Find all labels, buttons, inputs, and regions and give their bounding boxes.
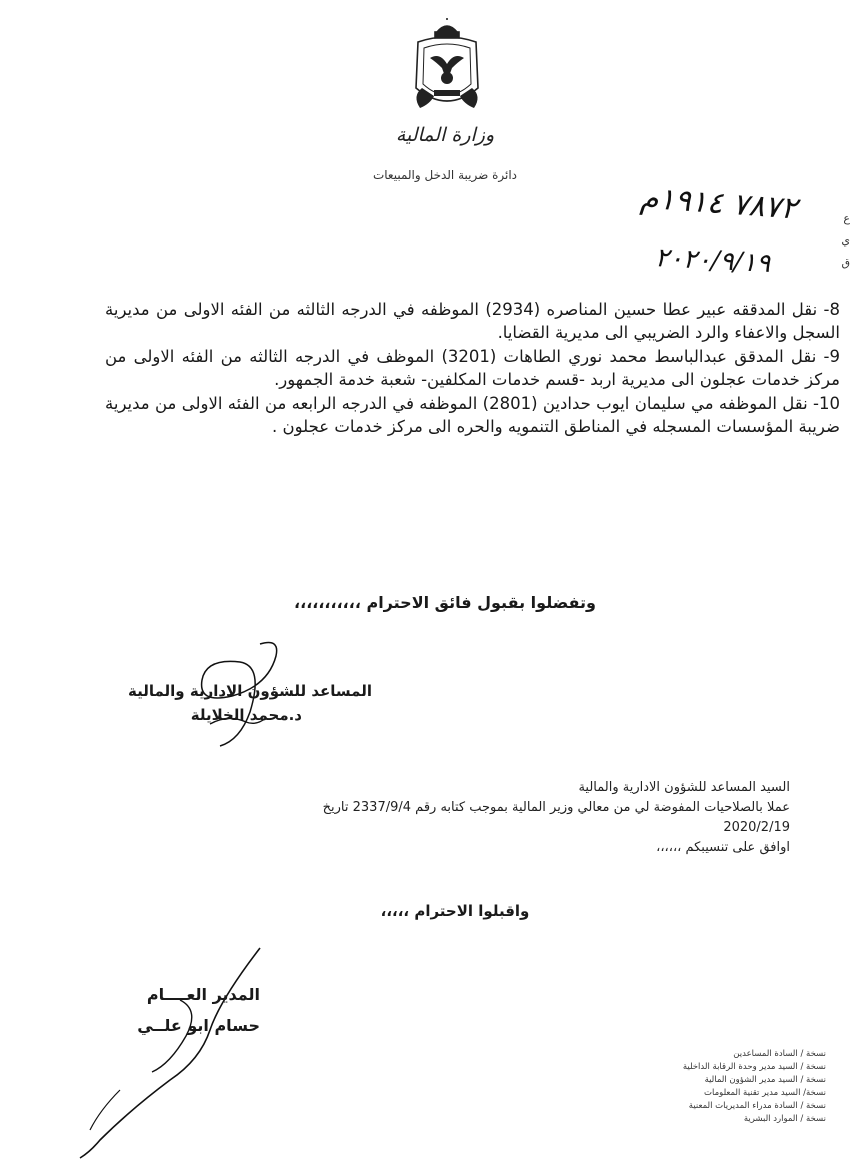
- royal-emblem-icon: [404, 18, 490, 118]
- margin-marks: [828, 208, 850, 274]
- letter-body: [105, 298, 840, 438]
- signatory-2-title: المدير العــــام: [146, 985, 260, 1004]
- handwritten-reference-number: ٧٨٧٢ ١٩١٤م: [638, 180, 799, 227]
- approval-authority: عملا بالصلاحيات المفوضة لي من معالي وزير المالية بموجب كتابه رقم 2337/9/4 تاريخ: [322, 800, 790, 815]
- approval-consent: اوافق على تنسيبكم ،،،،،،: [656, 840, 790, 855]
- margin-mark: ي: [841, 234, 850, 247]
- closing-salutation-2: واقبلوا الاحترام ،،،،،: [380, 902, 530, 920]
- signatory-1-title: المساعد للشؤون الادارية والمالية: [127, 682, 372, 700]
- copies-list: [600, 1048, 826, 1126]
- copy-item: نسخة / السيد مدير الشؤون المالية: [704, 1075, 826, 1085]
- margin-mark: ع: [843, 212, 850, 225]
- copy-item: نسخة / السادة مدراء المديريات المعنية: [688, 1101, 826, 1111]
- department-name: دائرة ضريبة الدخل والمبيعات: [372, 168, 518, 182]
- signature-2-icon: [60, 940, 270, 1160]
- transfer-item-8: 8- نقل المدققه عبير عطا حسين المناصره (2934) الموظفه في الدرجه الثالثه من الفئه الاولى من مديرية السجل والاعفاء والرد الضريبي الى مديرية القضايا.: [105, 300, 841, 343]
- approval-note: [100, 778, 790, 858]
- transfer-item-9: 9- نقل المدقق عبدالباسط محمد نوري الطاهات (3201) الموظف في الدرجه الثالثه من الفئه الاولى من مركز خدمات عجلون الى مديرية اربد -قسم خدمات المكلفين- شعبة خدمة الجمهور.: [105, 346, 840, 390]
- signatory-1-name: د.محمد الخلايلة: [190, 706, 302, 724]
- closing-salutation: وتفضلوا بقبول فائق الاحترام ،،،،،،،،،،،: [294, 593, 596, 612]
- handwritten-reference-date: ٢٠٢٠/٩/١٩: [654, 243, 771, 279]
- copy-item: نسخة / الموارد البشرية: [743, 1114, 826, 1124]
- approval-addressee: السيد المساعد للشؤون الادارية والمالية: [578, 780, 790, 795]
- approval-date: 2020/2/19: [723, 820, 790, 835]
- signatory-2-name: حسام ابو علــي: [137, 1016, 260, 1035]
- copy-item: نسخة / السيد مدير وحدة الرقابة الداخلية: [682, 1062, 826, 1072]
- copy-item: نسخة / السادة المساعدين: [733, 1049, 826, 1059]
- margin-mark: ق: [841, 256, 850, 269]
- transfer-item-10: 10- نقل الموظفه مي سليمان ايوب حدادين (2801) الموظفه في الدرجه الرابعه من الفئه الاولى من مديرية ضريبة المؤسسات المسجله في المناطق التنمويه والحره الى مركز خدمات عجلون .: [105, 393, 840, 437]
- ministry-name: وزارة المالية: [395, 124, 495, 146]
- copy-item: نسخة/ السيد مدير تقنية المعلومات: [704, 1088, 826, 1098]
